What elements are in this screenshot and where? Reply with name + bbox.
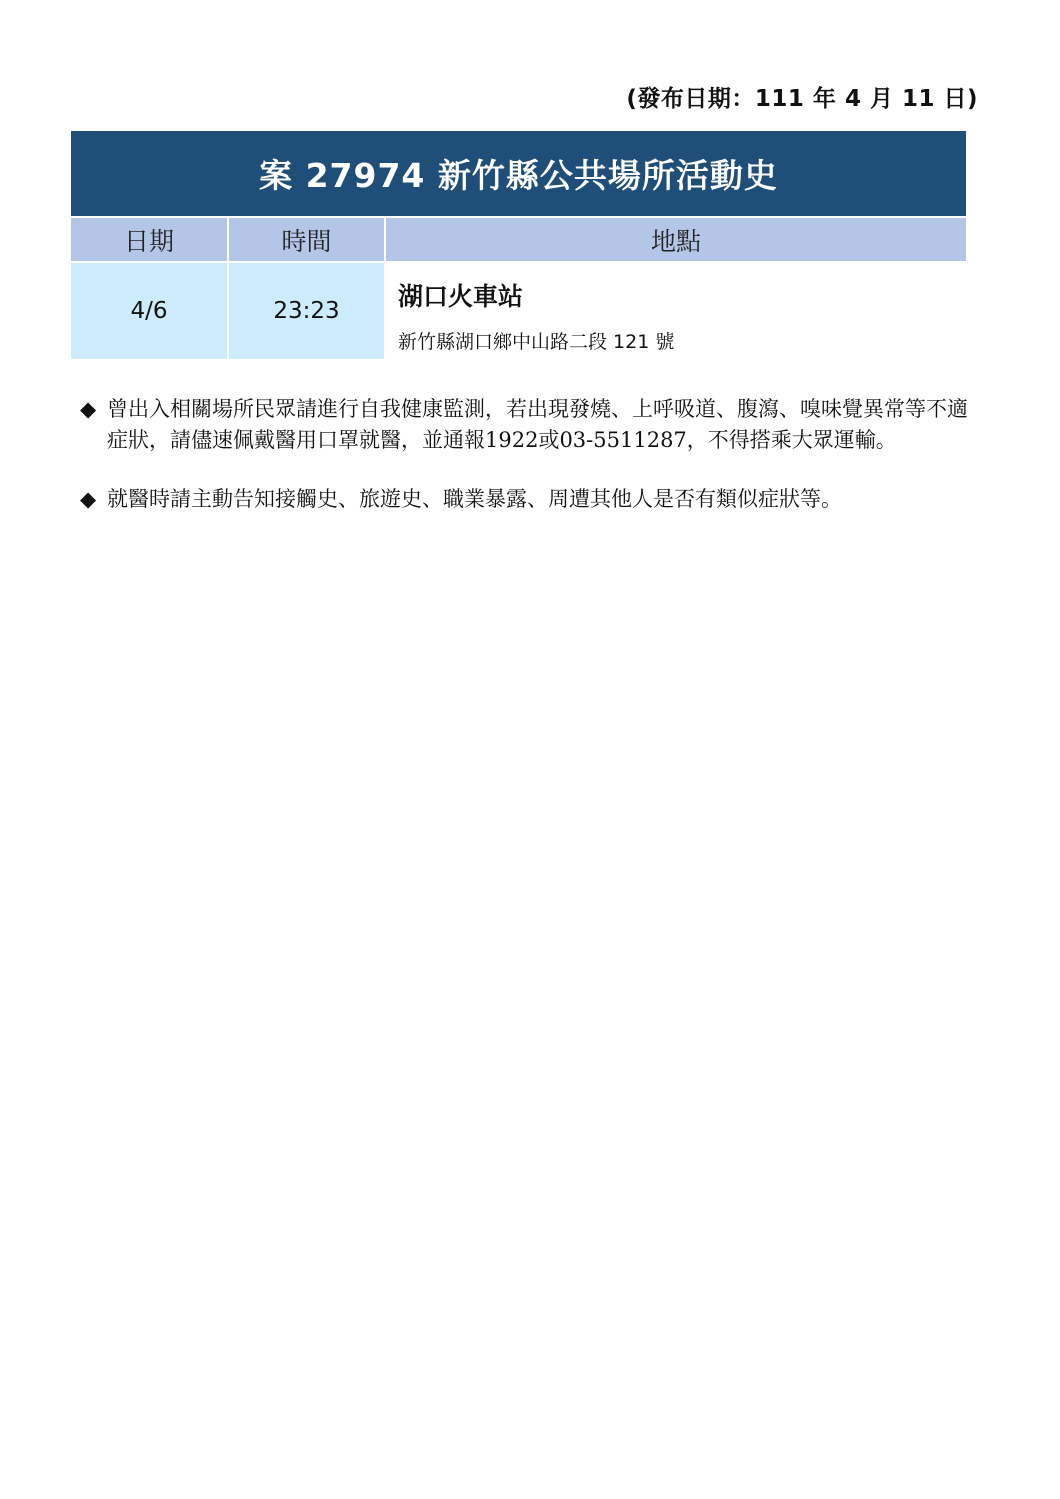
place-name: 湖口火車站	[398, 282, 524, 311]
health-notes	[80, 394, 985, 543]
note-item	[80, 394, 985, 456]
place-address: 新竹縣湖口鄉中山路二段 121 號	[398, 331, 675, 353]
table-title: 案 27974 新竹縣公共場所活動史	[71, 131, 966, 216]
note-item	[80, 484, 985, 515]
table-row	[71, 263, 966, 359]
case-activity-table	[71, 131, 966, 359]
diamond-bullet-icon: ◆	[80, 487, 97, 511]
header-date: 日期	[71, 218, 227, 261]
note-text: 就醫時請主動告知接觸史、旅遊史、職業暴露、周遭其他人是否有類似症狀等。	[107, 487, 842, 511]
header-time: 時間	[229, 218, 384, 261]
row-date: 4/6	[71, 263, 227, 359]
row-time: 23:23	[229, 263, 384, 359]
diamond-bullet-icon: ◆	[80, 397, 97, 421]
row-place	[386, 263, 966, 359]
release-date: (發布日期：111 年 4 月 11 日)	[626, 86, 978, 112]
note-text: 曾出入相關場所民眾請進行自我健康監測，若出現發燒、上呼吸道、腹瀉、嗅味覺異常等不適症狀，請儘速佩戴醫用口罩就醫，並通報1922或03-5511287，不得搭乘大眾運輸。	[107, 397, 968, 452]
header-place: 地點	[386, 218, 966, 261]
table-header-row	[71, 218, 966, 261]
